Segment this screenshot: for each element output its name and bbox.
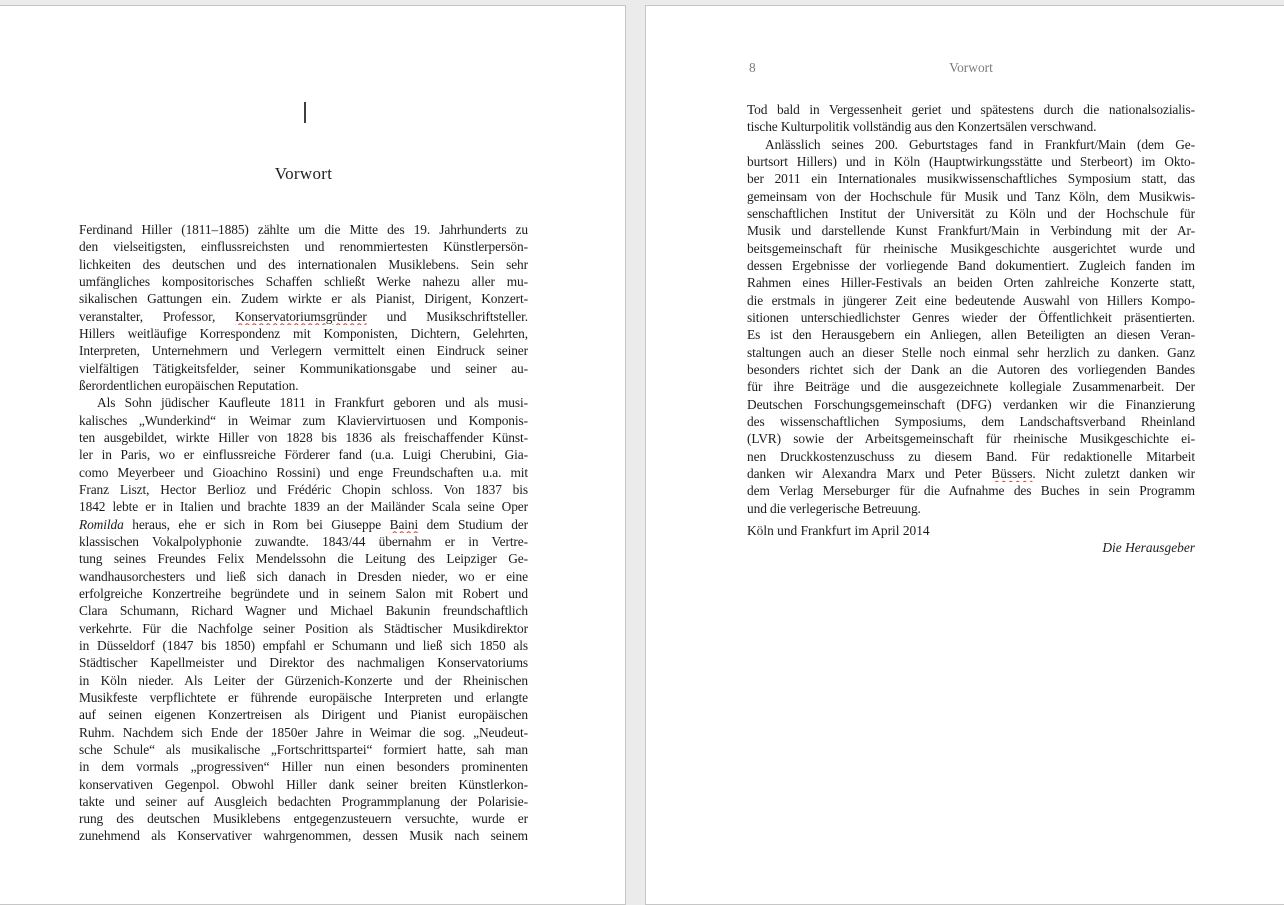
text-line[interactable] [79,273,528,290]
text-segment: den vielseitigsten, einflussreichsten und renommiertesten Künstlerpersön- [79,239,528,255]
text-segment: konservativen Gegenpol. Obwohl Hiller dank seiner breiten Künstlerkon- [79,776,528,792]
text-line[interactable] [747,205,1195,222]
text-line[interactable] [79,602,528,619]
text-line[interactable] [747,344,1195,361]
text-segment: Deutschen Forschungsgemeinschaft (DFG) verdanken wir die Finanzierung [747,396,1195,412]
text-segment: tische Kulturpolitik vollständig aus den Konzertsälen verschwand. [747,119,1097,135]
left-page-body[interactable] [79,221,528,845]
text-line[interactable] [79,672,528,689]
text-segment: ber 2011 ein Internationales musikwissenschaftliches Symposium statt, das [747,171,1195,187]
paragraph [747,101,1195,136]
text-line[interactable] [79,238,528,255]
text-segment: in dem vormals „progressiven“ Hiller nun einen besonders prominenten [79,759,528,775]
text-segment: erfolgreiche Konzertreihe begründete und in seinem Salon mit Robert und [79,585,528,601]
text-line[interactable] [747,500,1195,517]
text-line[interactable] [747,188,1195,205]
text-segment: 1842 lebte er in Italien und brachte 1839 an der Mailänder Scala seine Oper [79,499,528,515]
text-line[interactable] [79,290,528,307]
text-segment: und Musikschriftsteller. [366,308,528,324]
text-segment: danken wir Alexandra Marx und Peter [747,465,992,481]
text-segment: auf seinen eigenen Konzertreisen als Dirigent und Pianist europäischen [79,707,528,723]
paragraph [747,136,1195,517]
text-line[interactable] [79,533,528,550]
text-line[interactable] [747,448,1195,465]
closing-block [747,522,1195,557]
misspelled-word: Büssers [991,465,1033,481]
text-segment: des wissenschaftlichen Symposiums, dem Landschaftsverband Rheinland [747,413,1195,429]
text-line[interactable] [747,430,1195,447]
text-line[interactable] [79,585,528,602]
text-segment: und die verlegerische Betreuung. [747,500,921,516]
text-line[interactable] [747,378,1195,395]
text-line[interactable] [79,464,528,481]
text-line[interactable] [79,741,528,758]
text-line[interactable] [747,101,1195,118]
text-line[interactable] [79,394,528,411]
text-segment: sikalischen Gattungen ein. Zudem wirkte er als Pianist, Dirigent, Konzert- [79,291,528,307]
text-line[interactable] [747,136,1195,153]
text-line[interactable] [79,568,528,585]
text-segment: staltungen auch an dieser Stelle noch einmal sehr herzlich zu danken. Ganz [747,344,1195,360]
text-segment: senschaftlichen Institut der Universität zu Köln und der Hochschule für [747,205,1195,221]
text-segment: beitsgemeinschaft für rheinische Musikgeschichte ausgerichtet wurde und [747,240,1195,256]
text-line[interactable] [79,776,528,793]
text-segment: sitionen unterschiedlichster Genres wieder der Öffentlichkeit präsentierten. [747,309,1195,325]
text-segment: Ruhm. Nachdem sich Ende der 1850er Jahre in Weimar die sog. „Neudeut- [79,724,528,740]
text-line[interactable] [79,360,528,377]
text-segment: für ihre Beiträge und die ausgezeichnete kollegiale Zusammenarbeit. Der [747,379,1195,395]
date-line[interactable]: Köln und Frankfurt im April 2014 [747,522,930,538]
text-line[interactable] [79,550,528,567]
text-segment: Romilda [79,516,124,532]
text-line[interactable] [79,827,528,844]
page-title[interactable]: Vorwort [274,164,333,183]
text-segment: gemeinsam von der Hochschule für Musik und Tanz Köln, dem Musikwis- [747,188,1195,204]
text-line[interactable] [747,361,1195,378]
text-segment: Clara Schumann, Richard Wagner und Michael Bakunin freundschaftlich [79,603,528,619]
text-line[interactable] [79,793,528,810]
text-segment: die erstmals in jüngerer Zeit eine bedeutende Auswahl von Hillers Kompo- [747,292,1195,308]
text-segment: Tod bald in Vergessenheit geriet und spätestens durch die nationalsozialis- [747,102,1195,117]
text-line[interactable] [79,724,528,741]
text-line[interactable] [79,446,528,463]
text-segment: zunehmend als Konservativer wahrgenommen, dessen Musik nach seinem [79,828,528,844]
text-segment: Als Sohn jüdischer Kaufleute 1811 in Frankfurt geboren und als musi- [97,395,528,411]
text-segment: verkehrte. Für die Nachfolge seiner Position als Städtischer Musikdirektor [79,620,528,636]
text-segment: Ferdinand Hiller (1811–1885) zählte um die Mitte des 19. Jahrhunderts zu [79,222,528,237]
text-line[interactable] [747,222,1195,239]
text-line[interactable] [79,758,528,775]
text-segment: ßerordentlichen europäischen Reputation. [79,377,299,393]
text-line[interactable] [79,654,528,671]
text-line[interactable] [747,257,1195,274]
text-segment: burtsort Hillers) und in Köln (Hauptwirkungsstätte und Sterbeort) im Okto- [747,153,1195,169]
text-segment: Hillers weitläufige Korrespondenz mit Komponisten, Dichtern, Gelehrten, [79,325,528,341]
text-line[interactable] [747,482,1195,499]
text-line[interactable] [79,498,528,515]
text-line[interactable] [79,256,528,273]
running-header [747,60,1195,78]
text-segment: Anlässlich seines 200. Geburtstages fand in Frankfurt/Main (dem Ge- [765,136,1195,152]
text-line[interactable] [747,292,1195,309]
text-line[interactable] [79,689,528,706]
text-line[interactable] [747,309,1195,326]
text-segment: ler in Paris, wo er einflussreiche Förderer fand (u.a. Luigi Cherubini, Gia- [79,447,528,463]
text-segment: rung des deutschen Musiklebens entgegenzusteuern versuchte, wurde er [79,811,528,827]
text-segment: como Meyerbeer und Gioachino Rossini) und enge Freundschaften u.a. mit [79,464,528,480]
paragraph [79,394,528,845]
text-line[interactable] [79,412,528,429]
page-left [0,5,626,905]
text-segment: dem Studium der [418,516,528,532]
misspelled-word: Konservatoriumsgründer [235,308,367,324]
text-segment: Städtischer Kapellmeister und Direktor des nachmaligen Konservatoriums [79,655,528,671]
text-segment: dem Verlag Merseburger für die Aufnahme des Buches in sein Programm [747,483,1195,499]
text-segment: vielfältigen Tätigkeitsfelder, seiner Kommunikationsgabe und seiner au- [79,360,528,376]
text-segment: nen Druckkostenzuschuss zu diesem Band. Für redaktionelle Mitarbeit [747,448,1195,464]
text-cursor [304,102,306,123]
text-line[interactable] [79,810,528,827]
text-line[interactable] [747,413,1195,430]
signature-line[interactable]: Die Herausgeber [1102,540,1195,556]
misspelled-word: Baini [389,516,419,532]
text-line[interactable] [747,240,1195,257]
text-line[interactable] [79,429,528,446]
text-line[interactable] [79,325,528,342]
page-number: 8 [749,60,756,75]
text-segment: lichkeiten des deutschen und des internationalen Musiklebens. Sein sehr [79,256,528,272]
text-line[interactable] [79,706,528,723]
right-page-body[interactable] [747,101,1195,557]
text-line[interactable] [79,620,528,637]
running-header-title: Vorwort [949,60,993,75]
text-segment: besonders richtet sich der Dank an die Autoren des vorliegenden Bandes [747,361,1195,377]
right-page-paragraphs[interactable] [747,101,1195,517]
text-segment: veranstalter, Professor, [79,308,236,324]
text-line[interactable] [747,465,1195,482]
text-segment: klassischen Vokalpolyphonie zuwandte. 1843/44 übernahm er in Vertre- [79,533,528,549]
text-segment: umfängliches kompositorisches Schaffen schließt Werke nahezu aller mu- [79,273,528,289]
text-line[interactable] [747,326,1195,343]
text-segment: . Nicht zuletzt danken wir [1032,465,1195,481]
text-segment: Es ist den Herausgebern ein Anliegen, allen Beteiligten an diesen Veran- [747,327,1195,343]
text-line[interactable] [747,274,1195,291]
text-segment: tung seines Freundes Felix Mendelssohn die Leitung des Leipziger Ge- [79,551,528,567]
text-line[interactable] [747,118,1195,135]
text-segment: heraus, ehe er sich in Rom bei Giuseppe [123,516,390,532]
text-segment: Rahmen eines Hiller-Festivals an beiden Orten zahlreiche Konzerte statt, [747,275,1195,291]
text-segment: sche Schule“ als musikalische „Fortschrittspartei“ formiert hatte, sah man [79,741,528,757]
text-segment: kalisches „Wunderkind“ in Weimar zum Klaviervirtuosen und Komponis- [79,412,528,428]
text-line[interactable] [79,342,528,359]
text-segment: Musik und darstellende Kunst Frankfurt/Main in Verbindung mit der Ar- [747,223,1195,239]
text-line[interactable] [747,170,1195,187]
text-line[interactable] [79,516,528,533]
text-line[interactable] [747,153,1195,170]
text-line[interactable] [79,308,528,325]
text-segment: in Köln nieder. Als Leiter der Gürzenich-Konzerte und der Rheinischen [79,672,528,688]
text-segment: Franz Liszt, Hector Berlioz und Frédéric Chopin schloss. Von 1837 bis [79,481,528,497]
text-segment: (LVR) sowie der Arbeitsgemeinschaft für rheinische Musikgeschichte ei- [747,431,1195,447]
text-line[interactable] [747,396,1195,413]
text-line[interactable] [79,377,528,394]
page-right [645,5,1284,905]
text-line[interactable] [79,637,528,654]
paragraph [79,221,528,394]
text-segment: wandhausorchesters und ließ sich danach in Dresden nieder, wo er eine [79,568,528,584]
text-segment: ten ausgebildet, wirkte Hiller von 1828 bis 1836 als freischaffender Künst- [79,429,528,445]
text-segment: Interpreten, Unternehmern und Verlegern vermittelt einen Eindruck seiner [79,343,528,359]
text-line[interactable] [79,221,528,238]
text-segment: dessen Ergebnisse der vorliegende Band dokumentiert. Zugleich fanden im [747,257,1195,273]
text-line[interactable] [79,481,528,498]
text-segment: takte und seiner auf Ausgleich bedachten Programmplanung der Polarisie- [79,793,528,809]
text-segment: Musikfeste verpflichtete er führende europäische Interpreten und erlangte [79,689,528,705]
text-segment: in Düsseldorf (1847 bis 1850) empfahl er Schumann und ließ sich 1850 als [79,637,528,653]
